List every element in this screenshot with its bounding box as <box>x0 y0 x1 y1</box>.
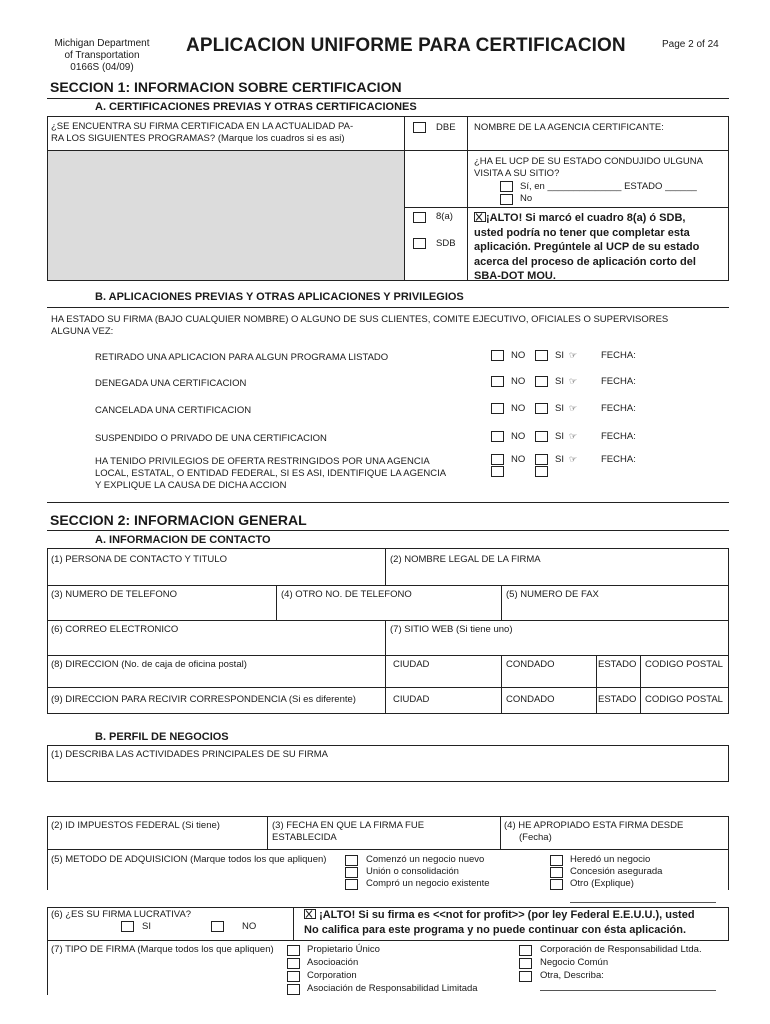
pointing-hand-icon: ☞ <box>569 376 578 386</box>
stop-line-3: aplicación. Pregúntele al UCP de su estado <box>474 241 700 253</box>
option-label: Asociación de Responsabilidad Limitada <box>307 983 478 994</box>
previous-app-line: DENEGADA UNA CERTIFICACION <box>95 378 247 389</box>
option-label: Unión o consolidación <box>366 866 459 877</box>
owned-since-line-1: (4) HE APROPIADO ESTA FIRMA DESDE <box>504 820 684 831</box>
question-line-1: ¿SE ENCUENTRA SU FIRMA CERTIFICADA EN LA ACTUALIDAD PA- <box>51 121 354 132</box>
previous-app-line: Y EXPLIQUE LA CAUSA DE DICHA ACCION <box>95 480 287 491</box>
page-title: APLICACION UNIFORME PARA CERTIFICACION <box>186 35 626 56</box>
dept-line-2: of Transportation <box>64 50 140 61</box>
previous-app-line: SUSPENDIDO O PRIVADO DE UNA CERTIFICACION <box>95 433 327 444</box>
sdb-label: SDB <box>436 238 456 249</box>
previous-app-si-checkbox[interactable] <box>535 454 548 465</box>
8a-checkbox[interactable] <box>413 212 426 223</box>
profit-yes-label: SI <box>142 921 151 932</box>
pointing-hand-icon: ☞ <box>569 403 578 413</box>
previous-app-si-checkbox[interactable] <box>535 376 548 387</box>
previous-app-si-checkbox[interactable] <box>535 350 548 361</box>
option-label: Corporación de Responsabilidad Ltda. <box>540 944 702 955</box>
website-field[interactable]: (7) SITIO WEB (Si tiene uno) <box>390 624 513 635</box>
mailing-city-field[interactable]: CIUDAD <box>393 694 430 705</box>
stop-notice-8a <box>474 211 726 284</box>
no-label: NO <box>511 350 526 361</box>
stop-line-5: SBA-DOT MOU. <box>474 270 556 282</box>
no-label: NO <box>511 403 526 414</box>
option-checkbox[interactable] <box>519 971 532 982</box>
section-2-title: SECCION 2: INFORMACION GENERAL <box>50 512 307 528</box>
previous-apps-question <box>51 314 726 338</box>
county-field[interactable]: CONDADO <box>506 659 555 670</box>
question-line-2: RA LOS SIGUIENTES PROGRAMAS? (Marque los cuadros si es asi) <box>51 133 345 144</box>
option-label: Otro (Explique) <box>570 878 634 889</box>
x-box-icon <box>304 909 316 919</box>
fecha-label: FECHA: <box>601 350 636 361</box>
previous-app-no-checkbox[interactable] <box>491 454 504 465</box>
profit-no-checkbox[interactable] <box>211 921 224 932</box>
dept-line-1: Michigan Department <box>54 38 150 49</box>
dbe-checkbox[interactable] <box>413 122 426 133</box>
section-1-title: SECCION 1: INFORMACION SOBRE CERTIFICACION <box>50 79 402 95</box>
form-number: 0166S (04/09) <box>70 62 134 73</box>
previous-apps-line-1: HA ESTADO SU FIRMA (BAJO CUALQUIER NOMBRE) O ALGUNO DE SUS CLIENTES, COMITE EJECUTIVO, OFICIALES O SUPERVISORES <box>51 314 669 325</box>
previous-app-si-checkbox[interactable] <box>535 403 548 414</box>
x-box-icon <box>474 212 486 222</box>
option-label: Otra, Describa: <box>540 970 604 981</box>
ucp-line-1: ¿HA EL UCP DE SU ESTADO CONDUJIDO ULGUNA <box>474 156 703 167</box>
nonprofit-line-1: ¡ALTO! Si su firma es <<not for profit>> (por ley Federal E.E.U.U.), usted <box>319 909 695 921</box>
other-phone-field[interactable]: (4) OTRO NO. DE TELEFONO <box>281 589 412 600</box>
fecha-label: FECHA: <box>601 403 636 414</box>
8a-label: 8(a) <box>436 211 453 222</box>
fax-field[interactable]: (5) NUMERO DE FAX <box>506 589 599 600</box>
previous-app-no-checkbox[interactable] <box>491 431 504 442</box>
stop-line-2: usted podría no tener que completar esta <box>474 226 690 239</box>
ucp-yes-checkbox[interactable] <box>500 181 513 192</box>
page-number: Page 2 of 24 <box>662 39 719 50</box>
option-label: Concesión asegurada <box>570 866 663 877</box>
agency-label: NOMBRE DE LA AGENCIA CERTIFICANTE: <box>474 122 664 133</box>
option-checkbox[interactable] <box>519 958 532 969</box>
option-label: Heredó un negocio <box>570 854 651 865</box>
option-checkbox[interactable] <box>550 855 563 866</box>
ucp-visit-question <box>474 156 724 180</box>
profit-yes-checkbox[interactable] <box>121 921 134 932</box>
ucp-yes-label: Sí, en ______________ ESTADO ______ <box>520 181 697 192</box>
established-line-2: ESTABLECIDA <box>272 832 337 843</box>
no-label: NO <box>511 431 526 442</box>
previous-app-no-checkbox[interactable] <box>491 376 504 387</box>
state-field[interactable]: ESTADO <box>598 659 637 670</box>
section-1b-title: B. APLICACIONES PREVIAS Y OTRAS APLICACIONES Y PRIVILEGIOS <box>95 291 464 303</box>
previous-app-no-checkbox[interactable] <box>491 350 504 361</box>
owned-since-line-2: (Fecha) <box>519 832 552 843</box>
ucp-line-2: VISITA A SU SITIO? <box>474 168 560 179</box>
mailing-zip-field[interactable]: CODIGO POSTAL <box>645 694 723 705</box>
profit-question: (6) ¿ES SU FIRMA LUCRATIVA? <box>51 909 192 920</box>
option-checkbox[interactable] <box>519 945 532 956</box>
previous-app-label <box>95 352 485 364</box>
legal-name-field[interactable]: (2) NOMBRE LEGAL DE LA FIRMA <box>390 554 541 565</box>
option-checkbox[interactable] <box>345 867 358 878</box>
previous-app-label <box>95 456 485 492</box>
ucp-no-label: No <box>520 193 533 204</box>
option-label: Asocioación <box>307 957 359 968</box>
firm-type-label: (7) TIPO DE FIRMA (Marque todos los que apliquen) <box>51 944 274 955</box>
department-name <box>46 38 158 74</box>
city-field[interactable]: CIUDAD <box>393 659 430 670</box>
mailing-county-field[interactable]: CONDADO <box>506 694 555 705</box>
option-checkbox[interactable] <box>287 945 300 956</box>
si-label: SI <box>555 403 564 414</box>
stop-line-4: acerca del proceso de aplicación corto del <box>474 255 696 268</box>
fecha-label: FECHA: <box>601 454 636 465</box>
previous-app-line: LOCAL, ESTATAL, O ENTIDAD FEDERAL, SI ES ASI, IDENTIFIQUE LA AGENCIA <box>95 468 447 479</box>
previous-app-label <box>95 405 485 417</box>
previous-app-no-checkbox[interactable] <box>491 403 504 414</box>
owned-since-field[interactable] <box>504 820 683 844</box>
previous-app-si-checkbox-2[interactable] <box>535 466 548 477</box>
option-checkbox[interactable] <box>550 879 563 890</box>
si-label: SI <box>555 350 564 361</box>
established-line-1: (3) FECHA EN QUE LA FIRMA FUE <box>272 820 425 831</box>
ucp-no-checkbox[interactable] <box>500 194 513 205</box>
previous-app-label <box>95 433 485 445</box>
si-label: SI <box>555 431 564 442</box>
fecha-label: FECHA: <box>601 431 636 442</box>
option-checkbox[interactable] <box>345 855 358 866</box>
profit-no-label: NO <box>242 921 257 932</box>
option-label: Comenzó un negocio nuevo <box>366 854 485 865</box>
mailing-address-field[interactable]: (9) DIRECCION PARA RECIVIR CORRESPONDENCIA (Si es diferente) <box>51 694 356 705</box>
nonprofit-line-2: No califica para este programa y no puede continuar con ésta aplicación. <box>304 923 687 936</box>
pointing-hand-icon: ☞ <box>569 350 578 360</box>
option-checkbox[interactable] <box>550 867 563 878</box>
section-2a-title: A. INFORMACION DE CONTACTO <box>95 534 271 546</box>
established-date-field[interactable] <box>272 820 424 844</box>
previous-apps-line-2: ALGUNA VEZ: <box>51 326 114 337</box>
si-label: SI <box>555 454 564 465</box>
stop-line-1: ¡ALTO! Si marcó el cuadro 8(a) ó SDB, <box>486 212 686 224</box>
phone-field[interactable]: (3) NUMERO DE TELEFONO <box>51 589 177 600</box>
option-label: Negocio Común <box>540 957 609 968</box>
fecha-label: FECHA: <box>601 376 636 387</box>
stop-notice-nonprofit <box>304 908 728 937</box>
previous-app-si-checkbox[interactable] <box>535 431 548 442</box>
contact-person-field[interactable]: (1) PERSONA DE CONTACTO Y TITULO <box>51 554 227 565</box>
acquisition-method-label: (5) METODO DE ADQUISICION (Marque todos los que apliquen) <box>51 854 327 865</box>
previous-app-line: CANCELADA UNA CERTIFICACION <box>95 405 252 416</box>
address-field[interactable]: (8) DIRECCION (No. de caja de oficina postal) <box>51 659 247 670</box>
previous-app-line: HA TENIDO PRIVILEGIOS DE OFERTA RESTRINGIDOS POR UNA AGENCIA <box>95 456 430 467</box>
zip-field[interactable]: CODIGO POSTAL <box>645 659 723 670</box>
tax-id-field[interactable]: (2) ID IMPUESTOS FEDERAL (Si tiene) <box>51 820 220 831</box>
pointing-hand-icon: ☞ <box>569 454 578 464</box>
dbe-label: DBE <box>436 122 456 133</box>
activities-field[interactable]: (1) DESCRIBA LAS ACTIVIDADES PRINCIPALES DE SU FIRMA <box>51 749 328 760</box>
no-label: NO <box>511 376 526 387</box>
option-label: Corporation <box>307 970 357 981</box>
previous-app-line: RETIRADO UNA APLICACION PARA ALGUN PROGRAMA LISTADO <box>95 352 389 363</box>
option-checkbox[interactable] <box>287 958 300 969</box>
shaded-area <box>48 150 404 280</box>
mailing-state-field[interactable]: ESTADO <box>598 694 637 705</box>
option-checkbox[interactable] <box>287 984 300 995</box>
no-label: NO <box>511 454 526 465</box>
previous-app-no-checkbox-2[interactable] <box>491 466 504 477</box>
option-checkbox[interactable] <box>287 971 300 982</box>
section-1a-title: A. CERTIFICACIONES PREVIAS Y OTRAS CERTIFICACIONES <box>95 101 417 113</box>
option-checkbox[interactable] <box>345 879 358 890</box>
pointing-hand-icon: ☞ <box>569 431 578 441</box>
current-cert-question <box>51 121 401 145</box>
si-label: SI <box>555 376 564 387</box>
sdb-checkbox[interactable] <box>413 238 426 249</box>
email-field[interactable]: (6) CORREO ELECTRONICO <box>51 624 179 635</box>
option-label: Propietario Único <box>307 944 380 955</box>
previous-app-label <box>95 378 485 390</box>
section-2b-title: B. PERFIL DE NEGOCIOS <box>95 731 229 743</box>
option-label: Compró un negocio existente <box>366 878 490 889</box>
